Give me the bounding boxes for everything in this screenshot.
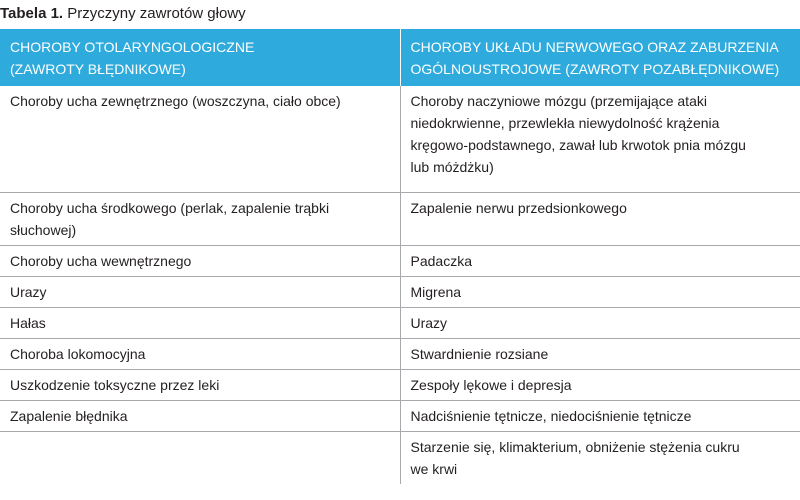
cell-left: Choroby ucha wewnętrznego xyxy=(0,246,400,277)
table-row xyxy=(0,193,800,246)
cell-right: Starzenie się, klimakterium, obniżenie stężenia cukru we krwi xyxy=(410,439,740,477)
cell-right: Migrena xyxy=(400,277,800,308)
cell-left: Urazy xyxy=(0,277,400,308)
caption-text: Przyczyny zawrotów głowy xyxy=(67,5,246,22)
header-nervous-system: CHOROBY UKŁADU NERWOWEGO ORAZ ZABURZENIA OGÓLNOUSTROJOWE (ZAWROTY POZABŁĘDNIKOWE) xyxy=(400,29,800,86)
cell-right: Urazy xyxy=(400,308,800,339)
cell-left: Hałas xyxy=(0,308,400,339)
table-row xyxy=(0,277,800,308)
cell-right: Zespoły lękowe i depresja xyxy=(400,370,800,401)
cell-right: Zapalenie nerwu przedsionkowego xyxy=(400,193,800,246)
table-row xyxy=(0,339,800,370)
cell-left: Choroba lokomocyjna xyxy=(0,339,400,370)
cell-right: Choroby naczyniowe mózgu (przemijające ataki niedokrwienne, przewlekła niewydolność krążenia kręgowo-podstawnego, zawał lub krwotok pnia mózgu lub móżdżku) xyxy=(400,86,800,193)
cell-left: Choroby ucha zewnętrznego (woszczyna, ciało obce) xyxy=(0,86,400,193)
table-row xyxy=(0,401,800,432)
table-row xyxy=(0,370,800,401)
table-row xyxy=(0,86,800,193)
caption-label: Tabela 1. xyxy=(0,5,64,22)
cell-right: Padaczka xyxy=(400,246,800,277)
table-row xyxy=(0,246,800,277)
cell-left: Choroby ucha środkowego (perlak, zapalenie trąbki słuchowej) xyxy=(0,193,400,246)
cell-right: Stwardnienie rozsiane xyxy=(400,339,800,370)
cell-left: Zapalenie błędnika xyxy=(0,401,400,432)
table-row xyxy=(0,432,800,485)
table-row xyxy=(0,308,800,339)
cell-left: Uszkodzenie toksyczne przez leki xyxy=(0,370,400,401)
causes-table xyxy=(0,29,800,484)
cell-right: Nadciśnienie tętnicze, niedociśnienie tętnicze xyxy=(400,401,800,432)
table-header-row xyxy=(0,29,800,86)
header-otolaryngologic: CHOROBY OTOLARYNGOLOGICZNE (ZAWROTY BŁĘDNIKOWE) xyxy=(0,29,400,86)
table-caption xyxy=(0,0,246,27)
cell-left xyxy=(0,432,400,485)
